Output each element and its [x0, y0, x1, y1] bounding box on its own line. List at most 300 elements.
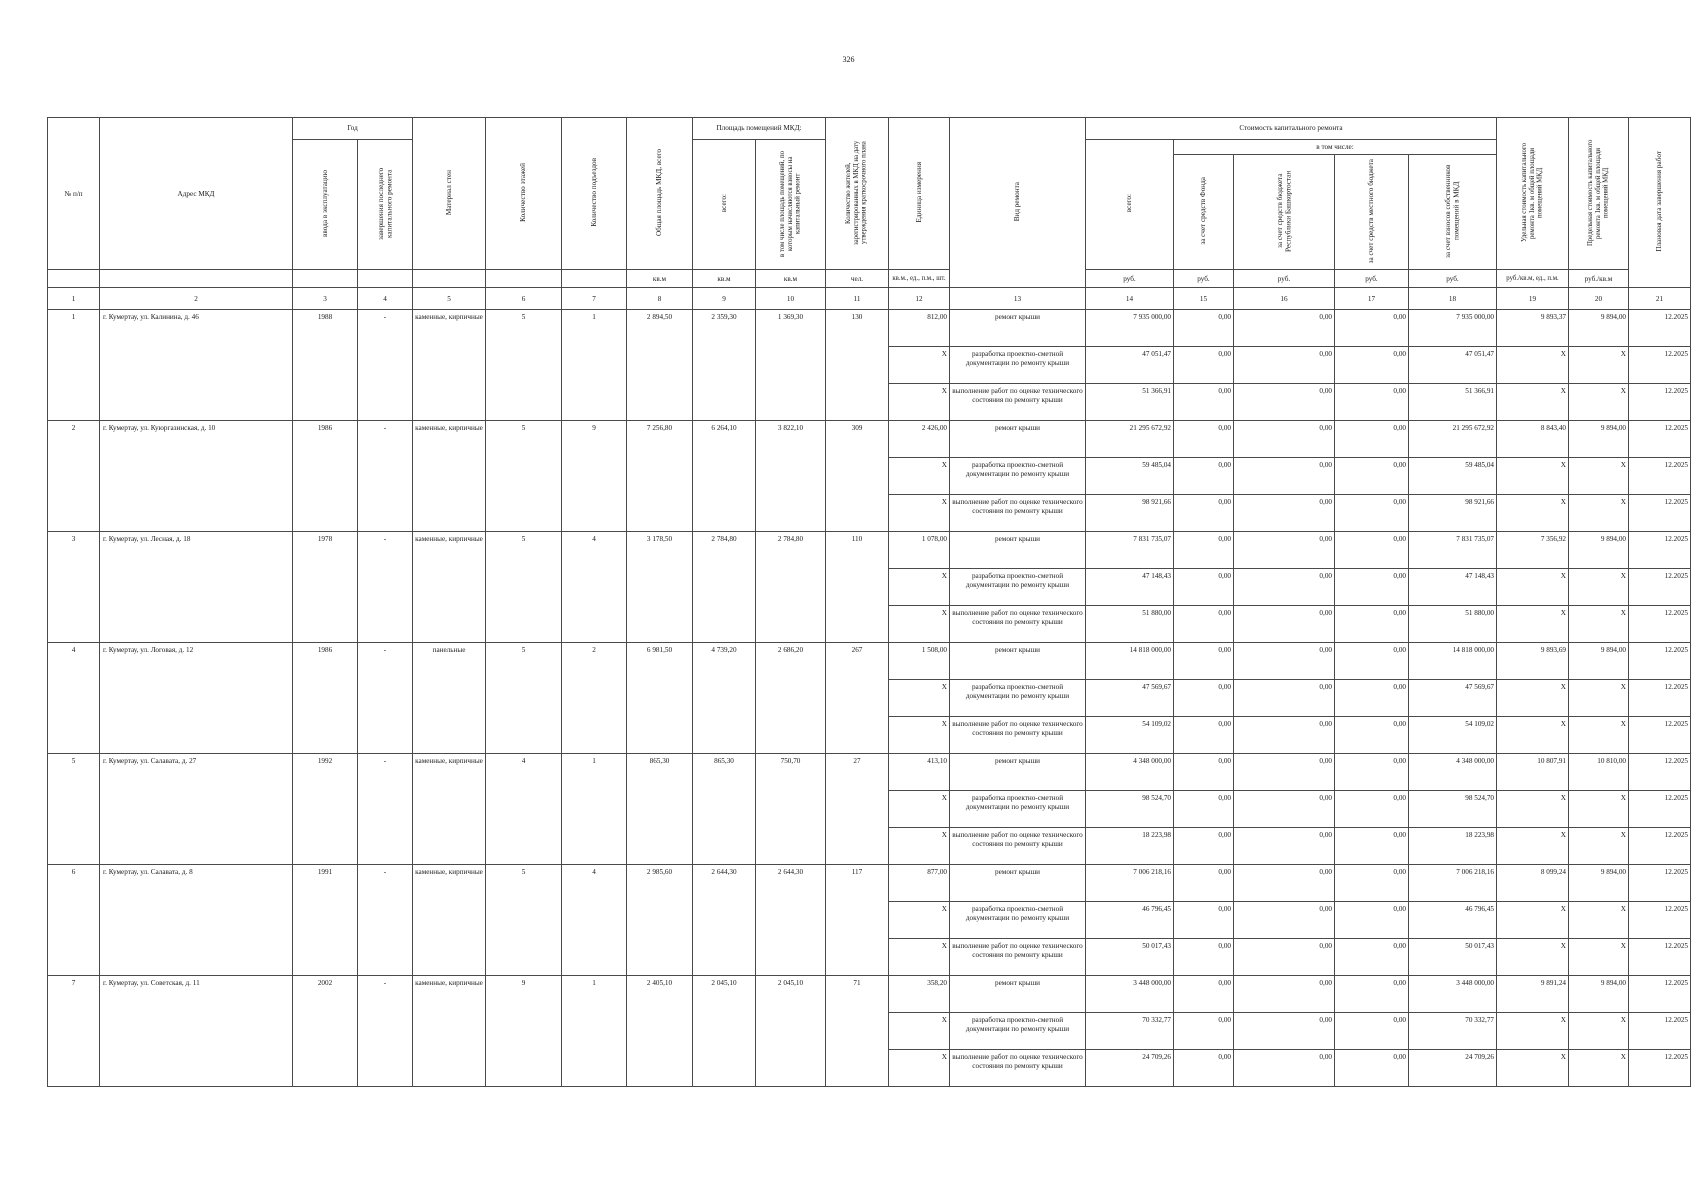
- cost-fund-cell: 0,00: [1174, 532, 1234, 569]
- column-number: 20: [1569, 288, 1629, 310]
- premises-paying-cell: 1 369,30: [756, 310, 826, 421]
- cost-owners-cell: 4 348 000,00: [1409, 754, 1497, 791]
- cost-republic-cell: 0,00: [1234, 532, 1335, 569]
- cost-total-cell: 47 569,67: [1086, 680, 1174, 717]
- limit-cost-cell: X: [1569, 495, 1629, 532]
- specific-cost-cell: X: [1497, 939, 1569, 976]
- cost-fund-cell: 0,00: [1174, 347, 1234, 384]
- quantity-cell: 2 426,00: [889, 421, 950, 458]
- unit-9: кв.м: [693, 270, 756, 288]
- column-number: 13: [950, 288, 1086, 310]
- cost-total-cell: 98 921,66: [1086, 495, 1174, 532]
- column-number: 10: [756, 288, 826, 310]
- row-number: 2: [48, 421, 100, 532]
- repair-type-cell: выполнение работ по оценке технического состояния по ремонту крыши: [950, 828, 1086, 865]
- quantity-cell: X: [889, 569, 950, 606]
- specific-cost-cell: X: [1497, 569, 1569, 606]
- header-local: за счет средств местного бюджета: [1335, 155, 1409, 270]
- cost-fund-cell: 0,00: [1174, 828, 1234, 865]
- column-number: 14: [1086, 288, 1174, 310]
- cost-total-cell: 7 831 735,07: [1086, 532, 1174, 569]
- repair-type-cell: ремонт крыши: [950, 643, 1086, 680]
- premises-total-cell: 2 784,80: [693, 532, 756, 643]
- column-number: 8: [627, 288, 693, 310]
- cost-fund-cell: 0,00: [1174, 643, 1234, 680]
- year-last-repair-cell: -: [358, 754, 413, 865]
- address-cell: г. Кумертау, ул. Куюргазинская, д. 10: [100, 421, 293, 532]
- cost-total-cell: 7 006 218,16: [1086, 865, 1174, 902]
- deadline-cell: 12.2025: [1629, 495, 1691, 532]
- cost-owners-cell: 18 223,98: [1409, 828, 1497, 865]
- residents-cell: 309: [826, 421, 889, 532]
- repair-type-cell: выполнение работ по оценке технического состояния по ремонту крыши: [950, 939, 1086, 976]
- cost-local-cell: 0,00: [1335, 976, 1409, 1013]
- cost-local-cell: 0,00: [1335, 532, 1409, 569]
- header-premises-total: всего:: [693, 140, 756, 270]
- row-number: 7: [48, 976, 100, 1087]
- header-premises-area: Площадь помещений МКД:: [693, 118, 826, 140]
- limit-cost-cell: X: [1569, 680, 1629, 717]
- repair-type-cell: разработка проектно-сметной документации по ремонту крыши: [950, 458, 1086, 495]
- row-number: 1: [48, 310, 100, 421]
- header-walls: Материал стен: [413, 118, 486, 270]
- table-row: [48, 310, 1691, 347]
- quantity-cell: 1 078,00: [889, 532, 950, 569]
- premises-paying-cell: 2 784,80: [756, 532, 826, 643]
- cost-fund-cell: 0,00: [1174, 384, 1234, 421]
- cost-fund-cell: 0,00: [1174, 606, 1234, 643]
- year-last-repair-cell: -: [358, 421, 413, 532]
- limit-cost-cell: X: [1569, 902, 1629, 939]
- specific-cost-cell: 10 807,91: [1497, 754, 1569, 791]
- header-incl: в том числе:: [1174, 140, 1497, 155]
- year-commission-cell: 1986: [293, 421, 358, 532]
- cost-local-cell: 0,00: [1335, 754, 1409, 791]
- cost-fund-cell: 0,00: [1174, 791, 1234, 828]
- cost-local-cell: 0,00: [1335, 458, 1409, 495]
- quantity-cell: X: [889, 828, 950, 865]
- header-entrances: Количество подъездов: [562, 118, 627, 270]
- cost-republic-cell: 0,00: [1234, 865, 1335, 902]
- limit-cost-cell: 9 894,00: [1569, 421, 1629, 458]
- specific-cost-cell: X: [1497, 680, 1569, 717]
- cost-owners-cell: 47 148,43: [1409, 569, 1497, 606]
- quantity-cell: 413,10: [889, 754, 950, 791]
- cost-total-cell: 3 448 000,00: [1086, 976, 1174, 1013]
- cost-total-cell: 18 223,98: [1086, 828, 1174, 865]
- premises-total-cell: 2 359,30: [693, 310, 756, 421]
- header-address: Адрес МКД: [100, 118, 293, 270]
- cost-owners-cell: 47 051,47: [1409, 347, 1497, 384]
- entrances-cell: 1: [562, 310, 627, 421]
- cost-owners-cell: 46 796,45: [1409, 902, 1497, 939]
- total-area-cell: 2 894,50: [627, 310, 693, 421]
- limit-cost-cell: X: [1569, 347, 1629, 384]
- cost-local-cell: 0,00: [1335, 680, 1409, 717]
- specific-cost-cell: X: [1497, 606, 1569, 643]
- cost-local-cell: 0,00: [1335, 310, 1409, 347]
- walls-cell: каменные, кирпичные: [413, 976, 486, 1087]
- column-number: 4: [358, 288, 413, 310]
- premises-total-cell: 4 739,20: [693, 643, 756, 754]
- premises-paying-cell: 2 686,20: [756, 643, 826, 754]
- cost-owners-cell: 70 332,77: [1409, 1013, 1497, 1050]
- cost-owners-cell: 98 921,66: [1409, 495, 1497, 532]
- cost-total-cell: 54 109,02: [1086, 717, 1174, 754]
- residents-cell: 267: [826, 643, 889, 754]
- repair-type-cell: ремонт крыши: [950, 976, 1086, 1013]
- quantity-cell: X: [889, 717, 950, 754]
- limit-cost-cell: X: [1569, 458, 1629, 495]
- repair-type-cell: выполнение работ по оценке технического состояния по ремонту крыши: [950, 495, 1086, 532]
- year-commission-cell: 2002: [293, 976, 358, 1087]
- premises-total-cell: 6 264,10: [693, 421, 756, 532]
- total-area-cell: 6 981,50: [627, 643, 693, 754]
- column-number: 16: [1234, 288, 1335, 310]
- table-body: [48, 310, 1691, 1087]
- header-specific-cost: Удельная стоимость капитального ремонта 1кв. м общей площади помещений МКД: [1497, 118, 1569, 270]
- units-row: [48, 270, 1691, 288]
- address-cell: г. Кумертау, ул. Лесная, д. 18: [100, 532, 293, 643]
- address-cell: г. Кумертау, ул. Салавата, д. 27: [100, 754, 293, 865]
- cost-owners-cell: 21 295 672,92: [1409, 421, 1497, 458]
- specific-cost-cell: X: [1497, 902, 1569, 939]
- cost-republic-cell: 0,00: [1234, 1050, 1335, 1087]
- cost-total-cell: 47 051,47: [1086, 347, 1174, 384]
- cost-republic-cell: 0,00: [1234, 421, 1335, 458]
- limit-cost-cell: 9 894,00: [1569, 865, 1629, 902]
- repair-type-cell: разработка проектно-сметной документации по ремонту крыши: [950, 347, 1086, 384]
- column-number: 17: [1335, 288, 1409, 310]
- cost-local-cell: 0,00: [1335, 421, 1409, 458]
- total-area-cell: 2 985,60: [627, 865, 693, 976]
- walls-cell: каменные, кирпичные: [413, 310, 486, 421]
- cost-owners-cell: 54 109,02: [1409, 717, 1497, 754]
- deadline-cell: 12.2025: [1629, 1050, 1691, 1087]
- deadline-cell: 12.2025: [1629, 606, 1691, 643]
- year-commission-cell: 1978: [293, 532, 358, 643]
- table-row: [48, 976, 1691, 1013]
- walls-cell: каменные, кирпичные: [413, 421, 486, 532]
- deadline-cell: 12.2025: [1629, 569, 1691, 606]
- quantity-cell: X: [889, 458, 950, 495]
- column-number: 18: [1409, 288, 1497, 310]
- column-number: 7: [562, 288, 627, 310]
- cost-fund-cell: 0,00: [1174, 310, 1234, 347]
- total-area-cell: 2 405,10: [627, 976, 693, 1087]
- unit-20: руб./кв.м: [1569, 270, 1629, 288]
- quantity-cell: X: [889, 791, 950, 828]
- unit-16: руб.: [1234, 270, 1335, 288]
- cost-fund-cell: 0,00: [1174, 976, 1234, 1013]
- repair-type-cell: ремонт крыши: [950, 532, 1086, 569]
- residents-cell: 27: [826, 754, 889, 865]
- unit-8: кв.м: [627, 270, 693, 288]
- header-deadline: Плановая дата завершения работ: [1629, 118, 1691, 288]
- repair-type-cell: разработка проектно-сметной документации по ремонту крыши: [950, 902, 1086, 939]
- floors-cell: 9: [486, 976, 562, 1087]
- cost-owners-cell: 7 831 735,07: [1409, 532, 1497, 569]
- premises-paying-cell: 2 644,30: [756, 865, 826, 976]
- limit-cost-cell: 9 894,00: [1569, 532, 1629, 569]
- year-last-repair-cell: -: [358, 532, 413, 643]
- row-number: 6: [48, 865, 100, 976]
- address-cell: г. Кумертау, ул. Логовая, д. 12: [100, 643, 293, 754]
- floors-cell: 4: [486, 754, 562, 865]
- deadline-cell: 12.2025: [1629, 939, 1691, 976]
- repair-type-cell: разработка проектно-сметной документации по ремонту крыши: [950, 569, 1086, 606]
- premises-total-cell: 2 644,30: [693, 865, 756, 976]
- cost-owners-cell: 47 569,67: [1409, 680, 1497, 717]
- cost-fund-cell: 0,00: [1174, 680, 1234, 717]
- cost-fund-cell: 0,00: [1174, 717, 1234, 754]
- limit-cost-cell: X: [1569, 939, 1629, 976]
- header-residents: Количество жителей, зарегистрированных в МКД на дату утверждения краткосрочного плана: [826, 118, 889, 270]
- cost-total-cell: 46 796,45: [1086, 902, 1174, 939]
- premises-paying-cell: 750,70: [756, 754, 826, 865]
- residents-cell: 130: [826, 310, 889, 421]
- cost-republic-cell: 0,00: [1234, 569, 1335, 606]
- quantity-cell: X: [889, 495, 950, 532]
- table-row: [48, 532, 1691, 569]
- specific-cost-cell: 8 099,24: [1497, 865, 1569, 902]
- table-row: [48, 643, 1691, 680]
- limit-cost-cell: X: [1569, 828, 1629, 865]
- header-floors: Количество этажей: [486, 118, 562, 270]
- cost-total-cell: 21 295 672,92: [1086, 421, 1174, 458]
- deadline-cell: 12.2025: [1629, 717, 1691, 754]
- row-number: 3: [48, 532, 100, 643]
- entrances-cell: 2: [562, 643, 627, 754]
- specific-cost-cell: X: [1497, 791, 1569, 828]
- year-commission-cell: 1986: [293, 643, 358, 754]
- header-fund: за счет средств Фонда: [1174, 155, 1234, 270]
- residents-cell: 71: [826, 976, 889, 1087]
- quantity-cell: 358,20: [889, 976, 950, 1013]
- quantity-cell: X: [889, 384, 950, 421]
- walls-cell: каменные, кирпичные: [413, 754, 486, 865]
- column-number: 2: [100, 288, 293, 310]
- column-number: 3: [293, 288, 358, 310]
- cost-owners-cell: 7 006 218,16: [1409, 865, 1497, 902]
- year-commission-cell: 1988: [293, 310, 358, 421]
- cost-total-cell: 98 524,70: [1086, 791, 1174, 828]
- header-year-last-repair: завершения последнего капитального ремонта: [358, 140, 413, 270]
- floors-cell: 5: [486, 865, 562, 976]
- cost-republic-cell: 0,00: [1234, 680, 1335, 717]
- unit-12: кв.м., ед., п.м., шт.: [889, 270, 950, 288]
- quantity-cell: 812,00: [889, 310, 950, 347]
- cost-local-cell: 0,00: [1335, 828, 1409, 865]
- cost-republic-cell: 0,00: [1234, 384, 1335, 421]
- deadline-cell: 12.2025: [1629, 421, 1691, 458]
- header-num: № п/п: [48, 118, 100, 270]
- cost-fund-cell: 0,00: [1174, 1050, 1234, 1087]
- floors-cell: 5: [486, 421, 562, 532]
- cost-total-cell: 24 709,26: [1086, 1050, 1174, 1087]
- header-repair-type: Вид ремонта: [950, 118, 1086, 288]
- cost-republic-cell: 0,00: [1234, 976, 1335, 1013]
- cost-republic-cell: 0,00: [1234, 495, 1335, 532]
- cost-local-cell: 0,00: [1335, 717, 1409, 754]
- limit-cost-cell: X: [1569, 791, 1629, 828]
- cost-local-cell: 0,00: [1335, 643, 1409, 680]
- header-cost-total: всего:: [1086, 140, 1174, 270]
- unit-15: руб.: [1174, 270, 1234, 288]
- specific-cost-cell: 7 356,92: [1497, 532, 1569, 569]
- walls-cell: каменные, кирпичные: [413, 865, 486, 976]
- specific-cost-cell: 9 893,37: [1497, 310, 1569, 347]
- header-year: Год: [293, 118, 413, 140]
- residents-cell: 110: [826, 532, 889, 643]
- cost-republic-cell: 0,00: [1234, 939, 1335, 976]
- deadline-cell: 12.2025: [1629, 1013, 1691, 1050]
- header-total-area: Общая площадь МКД, всего: [627, 118, 693, 270]
- limit-cost-cell: 10 810,00: [1569, 754, 1629, 791]
- cost-total-cell: 59 485,04: [1086, 458, 1174, 495]
- cost-total-cell: 51 366,91: [1086, 384, 1174, 421]
- cost-owners-cell: 98 524,70: [1409, 791, 1497, 828]
- deadline-cell: 12.2025: [1629, 902, 1691, 939]
- residents-cell: 117: [826, 865, 889, 976]
- header-premises-paying: в том числе площадь помещений, по которым начисляются взносы на капитальный ремонт: [756, 140, 826, 270]
- quantity-cell: X: [889, 939, 950, 976]
- cost-total-cell: 7 935 000,00: [1086, 310, 1174, 347]
- limit-cost-cell: X: [1569, 569, 1629, 606]
- total-area-cell: 3 178,50: [627, 532, 693, 643]
- address-cell: г. Кумертау, ул. Калинина, д. 46: [100, 310, 293, 421]
- specific-cost-cell: X: [1497, 495, 1569, 532]
- year-last-repair-cell: -: [358, 643, 413, 754]
- quantity-cell: X: [889, 347, 950, 384]
- header-republic: за счет средств бюджета Республики Башкортостан: [1234, 155, 1335, 270]
- cost-fund-cell: 0,00: [1174, 458, 1234, 495]
- specific-cost-cell: X: [1497, 384, 1569, 421]
- header-owners: за счет взносов собственников помещений в МКД: [1409, 155, 1497, 270]
- entrances-cell: 4: [562, 865, 627, 976]
- specific-cost-cell: 9 893,69: [1497, 643, 1569, 680]
- cost-republic-cell: 0,00: [1234, 643, 1335, 680]
- year-last-repair-cell: -: [358, 310, 413, 421]
- cost-local-cell: 0,00: [1335, 865, 1409, 902]
- deadline-cell: 12.2025: [1629, 865, 1691, 902]
- specific-cost-cell: X: [1497, 717, 1569, 754]
- year-last-repair-cell: -: [358, 976, 413, 1087]
- cost-total-cell: 50 017,43: [1086, 939, 1174, 976]
- deadline-cell: 12.2025: [1629, 791, 1691, 828]
- premises-total-cell: 2 045,10: [693, 976, 756, 1087]
- page-number: 326: [842, 55, 855, 64]
- specific-cost-cell: X: [1497, 458, 1569, 495]
- limit-cost-cell: X: [1569, 717, 1629, 754]
- cost-fund-cell: 0,00: [1174, 495, 1234, 532]
- repair-type-cell: выполнение работ по оценке технического состояния по ремонту крыши: [950, 606, 1086, 643]
- total-area-cell: 7 256,80: [627, 421, 693, 532]
- header-cost: Стоимость капитального ремонта: [1086, 118, 1497, 140]
- entrances-cell: 1: [562, 754, 627, 865]
- repair-type-cell: ремонт крыши: [950, 754, 1086, 791]
- column-numbers-row: [48, 288, 1691, 310]
- entrances-cell: 4: [562, 532, 627, 643]
- entrances-cell: 9: [562, 421, 627, 532]
- quantity-cell: X: [889, 680, 950, 717]
- row-number: 5: [48, 754, 100, 865]
- address-cell: г. Кумертау, ул. Советская, д. 11: [100, 976, 293, 1087]
- floors-cell: 5: [486, 532, 562, 643]
- limit-cost-cell: X: [1569, 1013, 1629, 1050]
- cost-owners-cell: 3 448 000,00: [1409, 976, 1497, 1013]
- unit-10: кв.м: [756, 270, 826, 288]
- deadline-cell: 12.2025: [1629, 680, 1691, 717]
- floors-cell: 5: [486, 643, 562, 754]
- limit-cost-cell: 9 894,00: [1569, 310, 1629, 347]
- walls-cell: панельные: [413, 643, 486, 754]
- specific-cost-cell: X: [1497, 828, 1569, 865]
- column-number: 9: [693, 288, 756, 310]
- column-number: 19: [1497, 288, 1569, 310]
- year-last-repair-cell: -: [358, 865, 413, 976]
- deadline-cell: 12.2025: [1629, 828, 1691, 865]
- column-number: 6: [486, 288, 562, 310]
- column-number: 11: [826, 288, 889, 310]
- repair-type-cell: выполнение работ по оценке технического состояния по ремонту крыши: [950, 384, 1086, 421]
- repair-type-cell: выполнение работ по оценке технического состояния по ремонту крыши: [950, 1050, 1086, 1087]
- deadline-cell: 12.2025: [1629, 310, 1691, 347]
- limit-cost-cell: X: [1569, 384, 1629, 421]
- table-header: [48, 118, 1691, 310]
- unit-11: чел.: [826, 270, 889, 288]
- address-cell: г. Кумертау, ул. Салавата, д. 8: [100, 865, 293, 976]
- cost-fund-cell: 0,00: [1174, 754, 1234, 791]
- repair-type-cell: разработка проектно-сметной документации по ремонту крыши: [950, 1013, 1086, 1050]
- repair-type-cell: ремонт крыши: [950, 310, 1086, 347]
- quantity-cell: 1 508,00: [889, 643, 950, 680]
- quantity-cell: X: [889, 1013, 950, 1050]
- deadline-cell: 12.2025: [1629, 643, 1691, 680]
- deadline-cell: 12.2025: [1629, 347, 1691, 384]
- repair-type-cell: ремонт крыши: [950, 421, 1086, 458]
- quantity-cell: X: [889, 902, 950, 939]
- cost-local-cell: 0,00: [1335, 902, 1409, 939]
- limit-cost-cell: X: [1569, 606, 1629, 643]
- column-number: 5: [413, 288, 486, 310]
- unit-14: руб.: [1086, 270, 1174, 288]
- premises-paying-cell: 2 045,10: [756, 976, 826, 1087]
- table-row: [48, 754, 1691, 791]
- cost-owners-cell: 59 485,04: [1409, 458, 1497, 495]
- cost-fund-cell: 0,00: [1174, 421, 1234, 458]
- specific-cost-cell: X: [1497, 1013, 1569, 1050]
- year-commission-cell: 1992: [293, 754, 358, 865]
- cost-fund-cell: 0,00: [1174, 865, 1234, 902]
- cost-total-cell: 51 880,00: [1086, 606, 1174, 643]
- unit-19: руб./кв.м, ед., п.м.: [1497, 270, 1569, 288]
- cost-total-cell: 70 332,77: [1086, 1013, 1174, 1050]
- cost-local-cell: 0,00: [1335, 1013, 1409, 1050]
- cost-fund-cell: 0,00: [1174, 902, 1234, 939]
- unit-17: руб.: [1335, 270, 1409, 288]
- cost-local-cell: 0,00: [1335, 569, 1409, 606]
- specific-cost-cell: X: [1497, 347, 1569, 384]
- cost-total-cell: 47 148,43: [1086, 569, 1174, 606]
- premises-total-cell: 865,30: [693, 754, 756, 865]
- cost-republic-cell: 0,00: [1234, 458, 1335, 495]
- quantity-cell: 877,00: [889, 865, 950, 902]
- cost-fund-cell: 0,00: [1174, 1013, 1234, 1050]
- cost-republic-cell: 0,00: [1234, 717, 1335, 754]
- cost-republic-cell: 0,00: [1234, 791, 1335, 828]
- unit-18: руб.: [1409, 270, 1497, 288]
